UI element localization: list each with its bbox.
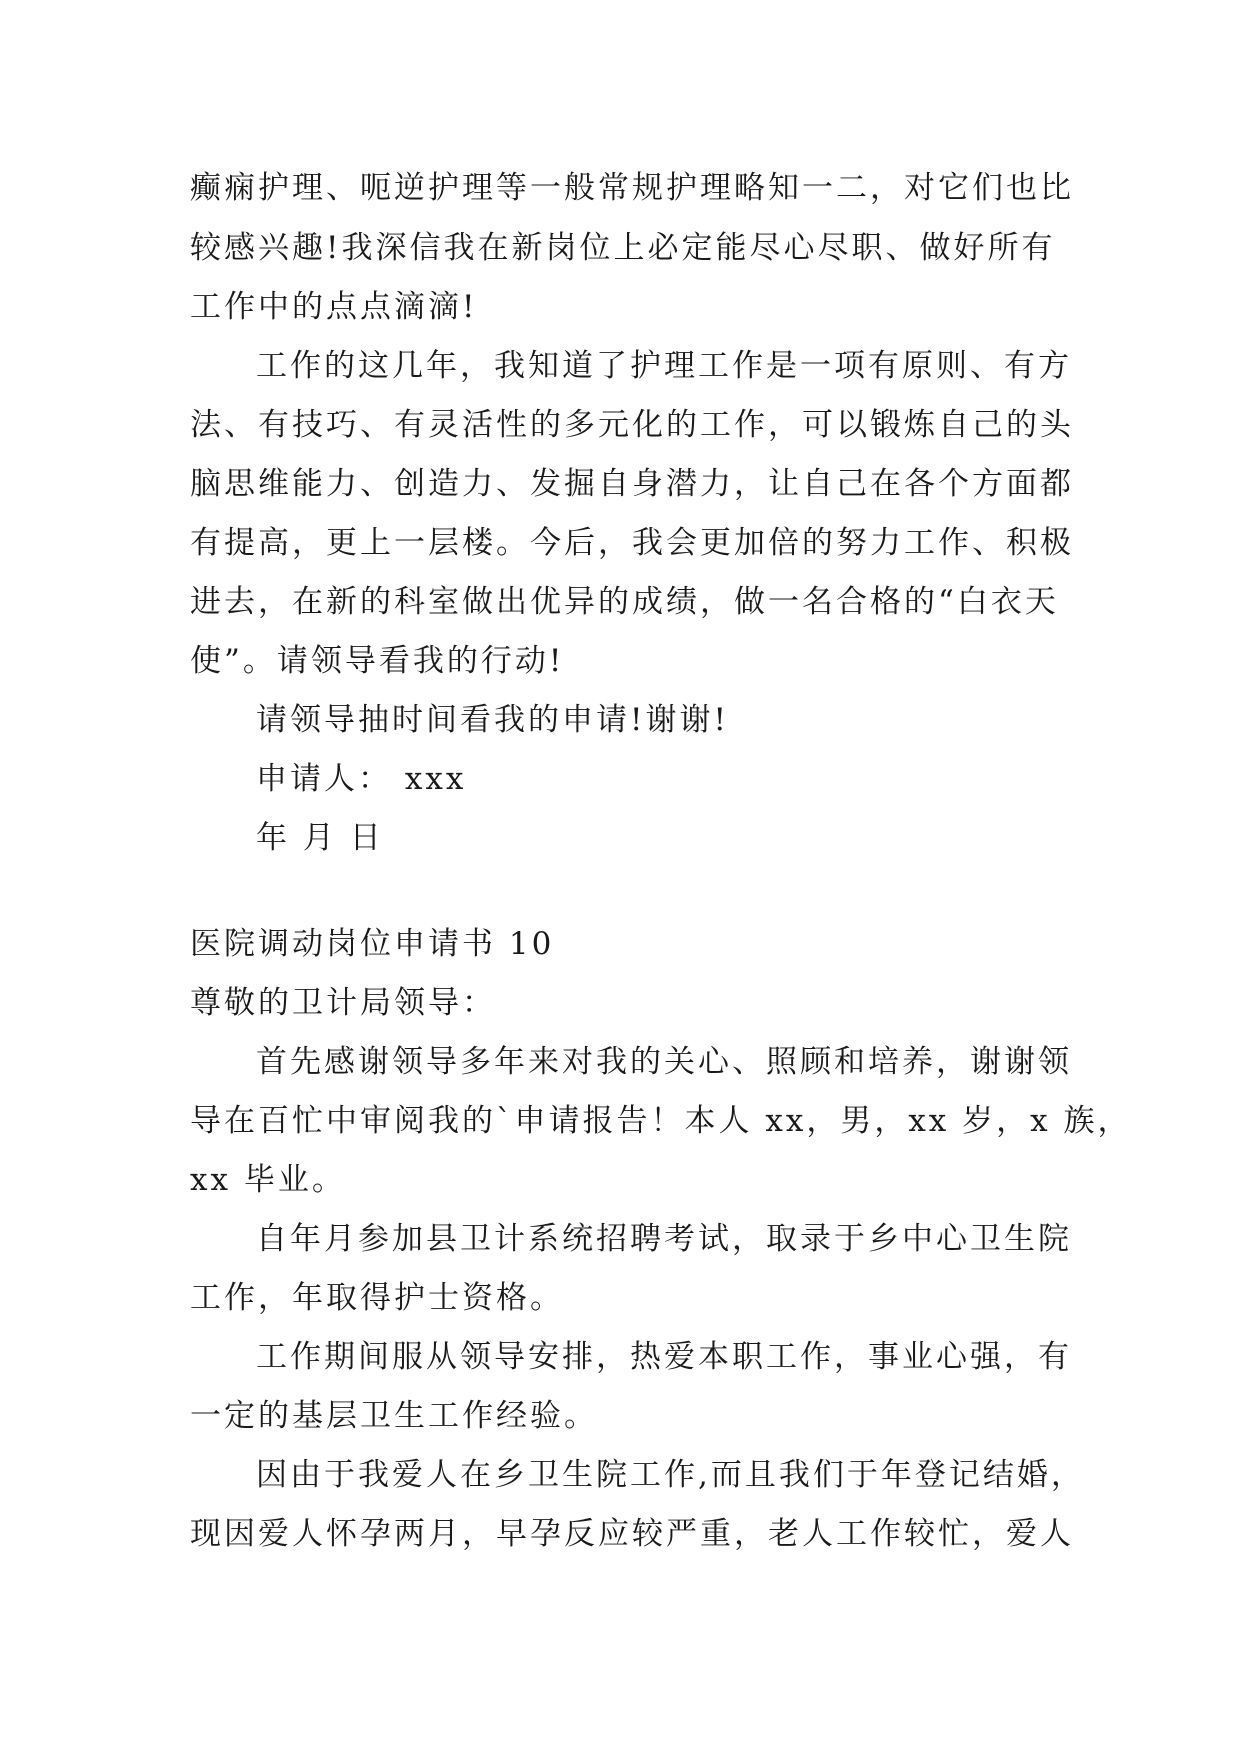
text-line: 进去，在新的科室做出优异的成绩，做一名合格的“白衣天 xyxy=(190,584,1059,620)
text-line: 脑思维能力、创造力、发掘自身潜力，让自己在各个方面都 xyxy=(190,466,1074,502)
text-line: 使”。请领导看我的行动! xyxy=(190,643,565,679)
salutation: 尊敬的卫计局领导： xyxy=(190,985,496,1021)
text-line: 工作中的点点滴滴! xyxy=(190,289,478,325)
date-line: 年 月 日 xyxy=(256,820,384,856)
text-line: 较感兴趣!我深信我在新岗位上必定能尽心尽职、做好所有 xyxy=(190,230,1056,266)
closing-line: 请领导抽时间看我的申请!谢谢! xyxy=(256,702,729,738)
text-line: 一定的基层卫生工作经验。 xyxy=(190,1398,598,1434)
text-line: xx 毕业。 xyxy=(190,1162,346,1198)
text-line: 有提高，更上一层楼。今后，我会更加倍的努力工作、积极 xyxy=(190,525,1074,561)
text-line: 工作，年取得护士资格。 xyxy=(190,1280,564,1316)
text-line: 因由于我爱人在乡卫生院工作,而且我们于年登记结婚， xyxy=(256,1457,1085,1493)
text-line: 自年月参加县卫计系统招聘考试，取录于乡中心卫生院 xyxy=(256,1221,1072,1257)
applicant-line: 申请人： xxx xyxy=(256,761,467,797)
section-title: 医院调动岗位申请书 10 xyxy=(190,926,555,962)
text-line: 首先感谢领导多年来对我的关心、照顾和培养，谢谢领 xyxy=(256,1044,1072,1080)
text-line: 癫痫护理、呃逆护理等一般常规护理略知一二，对它们也比 xyxy=(190,170,1074,206)
text-line: 导在百忙中审阅我的`申请报告！本人 xx，男，xx 岁，x 族， xyxy=(190,1103,1132,1139)
text-line: 工作的这几年，我知道了护理工作是一项有原则、有方 xyxy=(256,348,1072,384)
text-line: 工作期间服从领导安排，热爱本职工作，事业心强，有 xyxy=(256,1339,1072,1375)
text-line: 法、有技巧、有灵活性的多元化的工作，可以锻炼自己的头 xyxy=(190,407,1074,443)
text-line: 现因爱人怀孕两月，早孕反应较严重，老人工作较忙，爱人 xyxy=(190,1516,1074,1552)
